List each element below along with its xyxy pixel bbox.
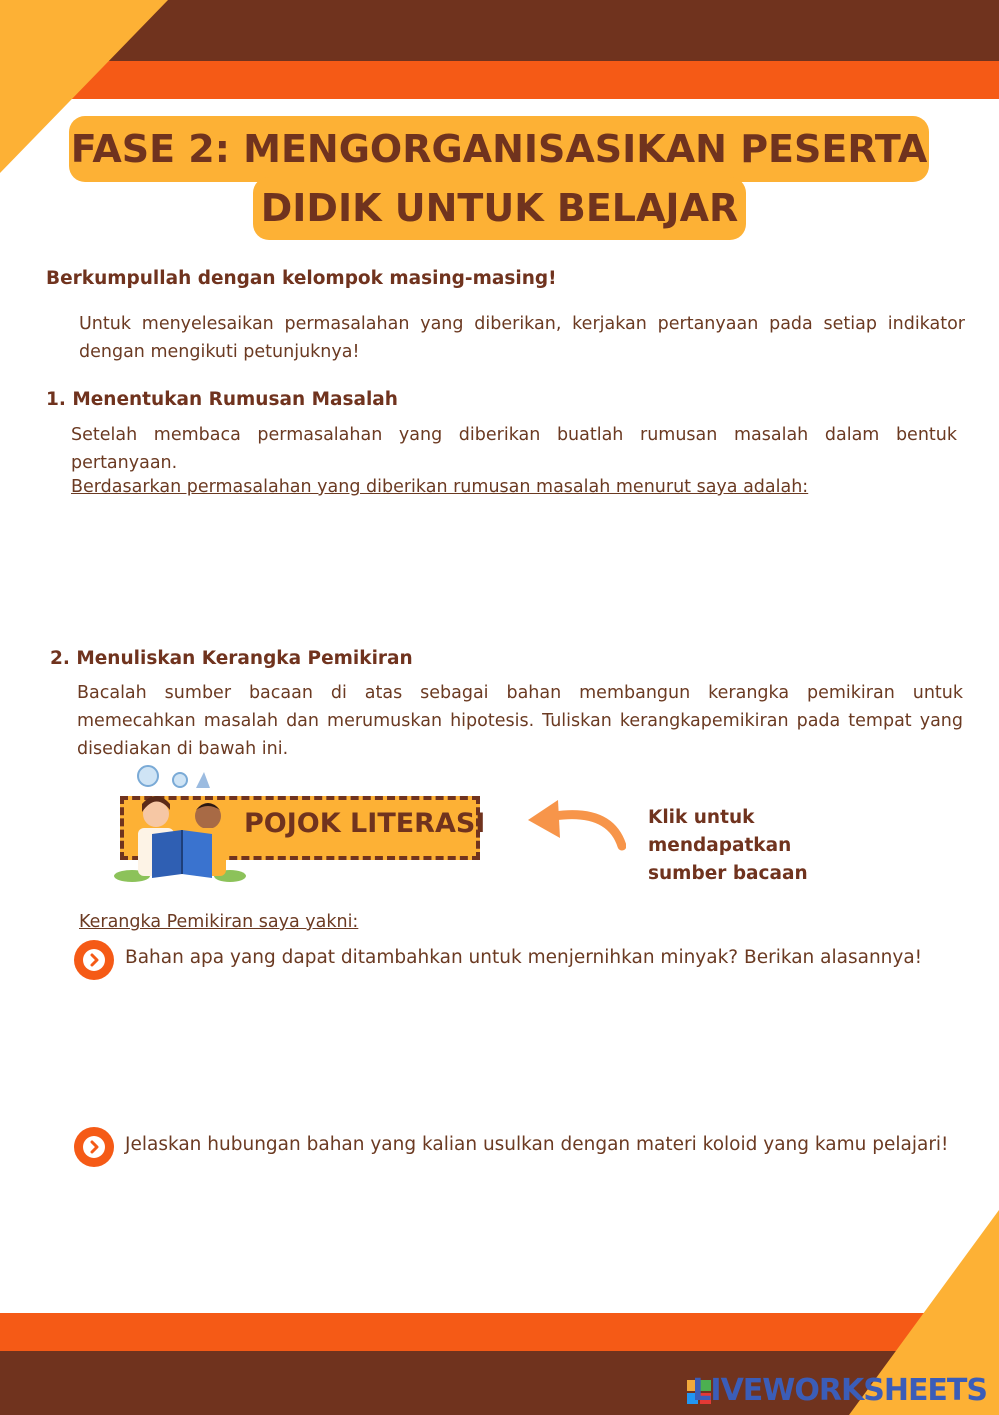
intro-heading: Berkumpullah dengan kelompok masing-masing! bbox=[46, 268, 557, 289]
section-2-heading: 2. Menuliskan Kerangka Pemikiran bbox=[50, 648, 413, 669]
pojok-literasi-label: POJOK LITERASI bbox=[244, 808, 486, 839]
hint-line-3: sumber bacaan bbox=[648, 863, 808, 884]
question-1: Bahan apa yang dapat ditambahkan untuk menjernihkan minyak? Berikan alasannya! bbox=[125, 947, 923, 968]
section-1-text: Setelah membaca permasalahan yang diberikan buatlah rumusan masalah dalam bentuk pertanyaan. bbox=[71, 425, 957, 473]
hint-text bbox=[648, 804, 808, 888]
page-title-line-2: DIDIK UNTUK BELAJAR bbox=[253, 177, 746, 240]
page-title-line-1: FASE 2: MENGORGANISASIKAN PESERTA bbox=[69, 116, 929, 182]
hint-line-2: mendapatkan bbox=[648, 835, 792, 856]
curved-arrow-icon bbox=[524, 796, 626, 852]
question-2: Jelaskan hubungan bahan yang kalian usulkan dengan materi koloid yang kamu pelajari! bbox=[125, 1134, 949, 1155]
hint-line-1: Klik untuk bbox=[648, 807, 755, 828]
chevron-right-icon bbox=[83, 949, 105, 971]
reading-kids-icon bbox=[112, 764, 246, 884]
bullet-icon bbox=[74, 940, 114, 980]
kerangka-label: Kerangka Pemikiran saya yakni: bbox=[79, 912, 359, 932]
chevron-right-icon bbox=[83, 1136, 105, 1158]
intro-text: Untuk menyelesaikan permasalahan yang diberikan, kerjakan pertanyaan pada setiap indikator dengan mengikuti petunjuknya! bbox=[79, 314, 965, 362]
liveworksheets-logo[interactable]: LIVEWORKSHEETS bbox=[692, 1373, 987, 1408]
section-1-prompt: Berdasarkan permasalahan yang diberikan rumusan masalah menurut saya adalah: bbox=[71, 477, 809, 497]
bullet-icon bbox=[74, 1127, 114, 1167]
section-1-heading: 1. Menentukan Rumusan Masalah bbox=[46, 389, 398, 410]
section-2-text: Bacalah sumber bacaan di atas sebagai bahan membangun kerangka pemikiran untuk memecahkan masalah dan merumuskan hipotesis. Tuliskan kerangkapemikiran pada tempat yang disediakan di bawah ini. bbox=[77, 683, 963, 759]
